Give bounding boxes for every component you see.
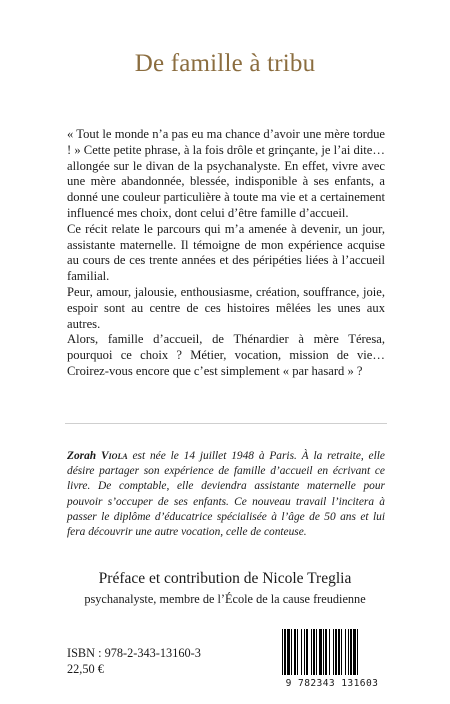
barcode-bar xyxy=(287,629,290,675)
author-name xyxy=(67,450,128,462)
section-divider xyxy=(65,423,387,424)
barcode-bar xyxy=(311,629,312,675)
isbn-block xyxy=(67,645,201,677)
book-title: De famille à tribu xyxy=(134,50,316,77)
barcode-bar xyxy=(348,629,349,675)
barcode-bar xyxy=(353,629,356,675)
blurb-paragraph: Alors, famille d’accueil, de Thénardier à mère Téresa, pourquoi ce choix ? Métier, vocation, mission de vie… Croirez-vous encore que c’est simplement « par hasard » ? xyxy=(67,332,385,378)
barcode-bar xyxy=(319,629,322,675)
author-bio-text: est née le 14 juillet 1948 à Paris. À la retraite, elle désire partager son expérience de famille d’accueil en écrivant ce livre. De comptable, elle deviendra assistante maternelle pour pouvoir s’occuper de ses enfants. Ce nouveau travail l’incitera à passer le diplôme d’éducatrice spécialisée à l’âge de 50 ans et lui fera découvrir une autre vocation, celle de conteuse. xyxy=(67,450,385,539)
barcode-bar xyxy=(306,629,308,675)
blurb-paragraph: Ce récit relate le parcours qui m’a amenée à devenir, un jour, assistante maternelle. Il témoigne de mon expérience acquise au cours de ces trente années et des péripéties liées à l’accueil familial. xyxy=(67,221,385,284)
barcode-bar xyxy=(329,629,330,675)
preface-line: Préface et contribution de Nicole Treglia xyxy=(98,570,352,587)
barcode-bar xyxy=(335,629,337,675)
barcode-bar xyxy=(357,629,358,675)
preface-credit xyxy=(0,570,450,607)
price: 22,50 € xyxy=(67,662,104,676)
barcode-image xyxy=(282,629,386,675)
barcode-bar xyxy=(325,629,327,675)
barcode-bar xyxy=(333,629,334,675)
barcode-bar xyxy=(350,629,352,675)
blurb-paragraph: Peur, amour, jalousie, enthousiasme, création, souffrance, joie, espoir sont au centre de ces histoires mêlées les unes aux autres. xyxy=(67,284,385,331)
barcode-bar xyxy=(323,629,324,675)
isbn-number: ISBN : 978-2-343-13160-3 xyxy=(67,646,201,660)
author-last-name: Viola xyxy=(100,450,128,462)
barcode-bar xyxy=(338,629,340,675)
barcode-bar xyxy=(304,629,305,675)
barcode-bar xyxy=(313,629,315,675)
barcode-bar xyxy=(316,629,317,675)
barcode-bar xyxy=(341,629,342,675)
blurb-paragraph: « Tout le monde n’a pas eu ma chance d’avoir une mère tordue ! » Cette petite phrase, à la fois drôle et grinçante, je l’ai dite… allongée sur le divan de la psychanalyste. En effet, vivre avec une mère abandonnée, blessée, indisponible à ses enfants, a donné une couleur particulière à toute ma vie et a certainement influencé mes choix, dont celui d’être famille d’accueil. xyxy=(67,127,385,220)
barcode-bar xyxy=(294,629,296,675)
preface-affiliation: psychanalyste, membre de l’École de la cause freudienne xyxy=(84,592,366,606)
barcode-bar xyxy=(282,629,283,675)
barcode-bar xyxy=(345,629,346,675)
author-bio xyxy=(67,449,385,540)
barcode-bar xyxy=(291,629,292,675)
barcode-digits: 9 782343 131603 xyxy=(285,678,379,689)
author-first-name: Zorah xyxy=(67,450,97,462)
back-cover-blurb xyxy=(67,127,385,380)
barcode-bar xyxy=(297,629,298,675)
barcode-bar xyxy=(301,629,302,675)
barcode-bar xyxy=(284,629,286,675)
